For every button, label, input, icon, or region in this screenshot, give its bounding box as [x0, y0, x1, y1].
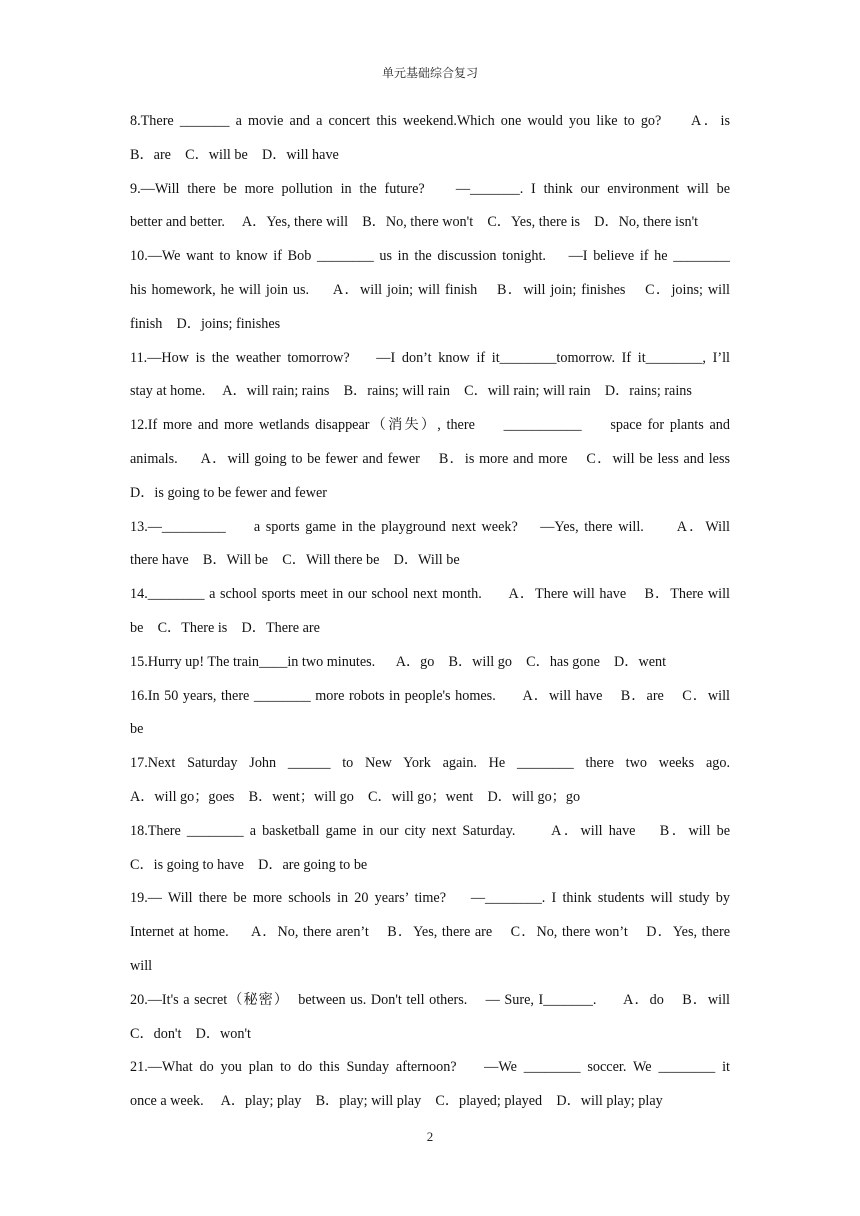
question-line: once a week. A．play; play B．play; will play C．played; played D．will play; play	[130, 1093, 663, 1110]
question-line: 11.—How is the weather tomorrow? —I don’t know if it________tomorrow. If it________, I’ll	[130, 349, 730, 366]
page-header: 单元基础综合复习	[381, 66, 478, 80]
question-line: 18.There ________ a basketball game in our city next Saturday. A．will have B．will be	[130, 822, 730, 839]
question-line: C．don't D．won't	[130, 1025, 251, 1042]
question-item	[130, 511, 730, 579]
question-line: D．is going to be fewer and fewer	[130, 484, 327, 501]
question-line: 9.—Will there be more pollution in the future? —_______. I think our environment will be	[130, 180, 730, 197]
question-line: 14.________ a school sports meet in our school next month. A．There will have B．There will	[130, 586, 730, 603]
question-line: will	[130, 957, 153, 974]
question-line: 12.If more and more wetlands disappear（消失）, there ___________ space for plants and	[130, 417, 730, 434]
question-line: stay at home. A．will rain; rains B．rains; will rain C．will rain; will rain D．rains; rains	[130, 383, 692, 400]
question-line: finish D．joins; finishes	[130, 315, 281, 332]
page-number: 2	[426, 1129, 434, 1144]
question-item	[130, 815, 730, 883]
question-item	[130, 984, 730, 1052]
question-line: there have B．Will be C．Will there be D．Will be	[130, 552, 460, 569]
question-line: 21.—What do you plan to do this Sunday afternoon? —We ________ soccer. We ________ it	[130, 1059, 730, 1076]
question-line: 15.Hurry up! The train____in two minutes. A．go B．will go C．has gone D．went	[130, 653, 667, 670]
question-line: A．will go；goes B．went；will go C．will go；went D．will go；go	[130, 788, 581, 805]
question-line: be	[130, 721, 144, 738]
question-item	[130, 747, 730, 815]
question-line: 13.—_________ a sports game in the playground next week? —Yes, there will. A．Will	[130, 518, 730, 535]
question-list	[130, 105, 730, 1119]
question-item	[130, 240, 730, 341]
question-line: 10.—We want to know if Bob ________ us in the discussion tonight. —I believe if he ________	[130, 248, 730, 265]
question-item	[130, 409, 730, 510]
question-item	[130, 646, 730, 680]
question-line: Internet at home. A．No, there aren’t B．Yes, there are C．No, there won’t D．Yes, there	[130, 924, 730, 941]
question-item	[130, 680, 730, 748]
question-line: 20.—It's a secret（秘密） between us. Don't tell others. — Sure, I_______. A．do B．will	[130, 991, 730, 1008]
question-item	[130, 578, 730, 646]
question-line: better and better. A．Yes, there will B．No, there won't C．Yes, there is D．No, there isn't	[130, 214, 699, 231]
question-item	[130, 882, 730, 983]
question-item	[130, 1051, 730, 1119]
question-item	[130, 342, 730, 410]
question-item	[130, 105, 730, 173]
question-line: 16.In 50 years, there ________ more robots in people's homes. A．will have B．are C．will	[130, 687, 730, 704]
question-line: 8.There _______ a movie and a concert this weekend.Which one would you like to go? A．is	[130, 113, 730, 129]
question-item	[130, 173, 730, 241]
question-line: 17.Next Saturday John ______ to New York again. He ________ there two weeks ago.	[130, 755, 730, 772]
question-line: be C．There is D．There are	[130, 619, 320, 636]
question-line: animals. A．will going to be fewer and fewer B．is more and more C．will be less and less	[130, 450, 730, 467]
question-line: B．are C．will be D．will have	[130, 146, 339, 163]
question-line: his homework, he will join us. A．will join; will finish B．will join; finishes C．joins; will	[130, 281, 730, 298]
question-line: 19.— Will there be more schools in 20 years’ time? —________. I think students will study by	[130, 890, 730, 907]
question-line: C．is going to have D．are going to be	[130, 856, 368, 873]
